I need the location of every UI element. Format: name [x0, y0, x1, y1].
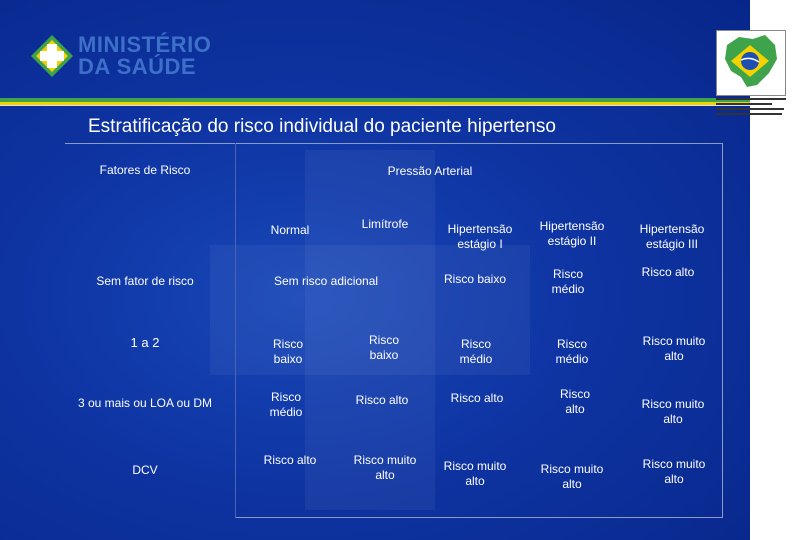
cell-r3-hip1: Risco alto — [450, 391, 504, 405]
cell-r2-hip3: Risco muito alto — [642, 334, 706, 363]
ministerio-logo — [30, 30, 230, 82]
col-header-normal: Normal — [270, 223, 310, 237]
slide-title: Estratificação do risco individual do paciente hipertenso — [88, 116, 556, 137]
table-right-border — [722, 143, 723, 518]
logo-line-1: MINISTÉRIO — [78, 32, 212, 57]
header-fatores-de-risco: Fatores de Risco — [99, 163, 191, 177]
logo-line-2: DA SAÚDE — [78, 54, 197, 79]
cell-r3-limitrofe: Risco alto — [355, 393, 409, 407]
row-factor-3-ou-mais: 3 ou mais ou LOA ou DM — [77, 396, 213, 410]
cell-r1-hip3: Risco alto — [641, 265, 695, 279]
cell-r3-hip3: Risco muito alto — [641, 397, 705, 426]
col-header-limitrofe: Limítrofe — [361, 217, 409, 231]
cell-r4-hip1: Risco muito alto — [443, 459, 507, 488]
health-cross-icon — [30, 34, 74, 78]
stripe-white — [0, 105, 750, 106]
cell-r2-hip2: Risco médio — [555, 337, 589, 366]
row-factor-sem-fator: Sem fator de risco — [96, 274, 194, 288]
cell-r1-hip1: Risco baixo — [443, 272, 507, 286]
cell-r1-hip2: Risco médio — [551, 267, 585, 296]
cell-r2-hip1: Risco médio — [459, 337, 493, 366]
row-factor-1-a-2: 1 a 2 — [130, 335, 160, 350]
cell-r2-limitrofe: Risco baixo — [368, 333, 399, 362]
cell-r4-hip3: Risco muito alto — [642, 457, 706, 486]
col-header-hipertensao-1: Hipertensão estágio I — [447, 222, 513, 251]
col-header-hipertensao-3: Hipertensão estágio III — [639, 222, 705, 251]
col-header-hipertensao-2: Hipertensão estágio II — [539, 219, 605, 248]
cell-r4-hip2: Risco muito alto — [540, 462, 604, 491]
cell-r3-normal: Risco médio — [269, 390, 303, 419]
row-factor-dcv: DCV — [132, 463, 158, 477]
table-bottom-border — [235, 517, 723, 518]
header-pressao-arterial: Pressão Arterial — [387, 164, 473, 178]
cell-r3-hip2: Risco alto — [559, 387, 590, 416]
brazil-flag-emblem — [716, 30, 786, 96]
cell-r4-normal: Risco alto — [263, 453, 317, 467]
table-top-border — [65, 143, 723, 144]
cell-r4-limitrofe: Risco muito alto — [353, 453, 417, 482]
cell-r2-normal: Risco baixo — [272, 337, 303, 366]
logo-text — [78, 34, 211, 78]
emblem-caption — [716, 98, 786, 118]
cell-sem-risco-adicional: Sem risco adicional — [274, 274, 379, 288]
table-factor-divider — [235, 143, 236, 518]
brazil-map-icon — [717, 31, 783, 93]
